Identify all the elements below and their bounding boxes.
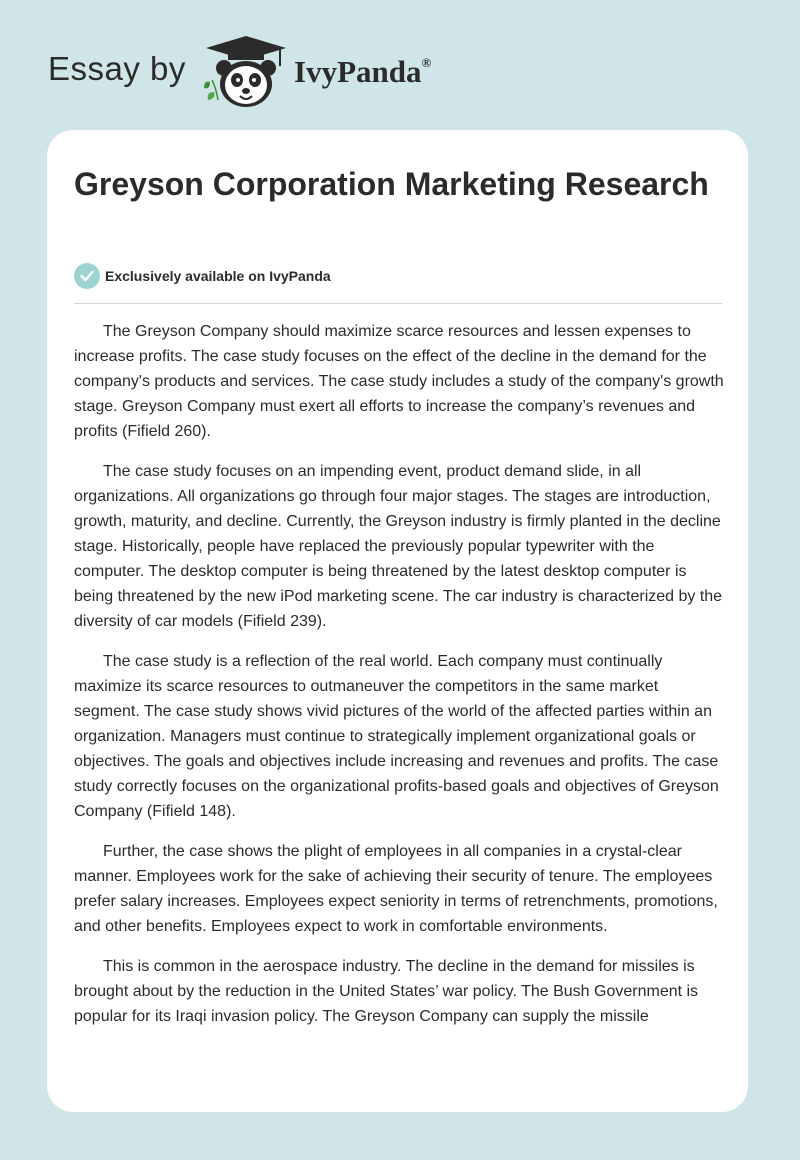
ivypanda-logo-icon[interactable] — [200, 34, 292, 110]
exclusive-badge-label: Exclusively available on IvyPanda — [105, 268, 331, 284]
page-title: Greyson Corporation Marketing Research — [74, 166, 709, 202]
brand-name[interactable]: IvyPanda® — [294, 54, 432, 89]
divider — [74, 303, 722, 304]
paragraph: The case study is a reflection of the real world. Each company must continually maximize its scarce resources to outmaneuver the competitors in the same market segment. The case study shows vivid pictures of the world of the affected parties within an organization. Managers must continue to strategically implement organizational goals or objectives. The goals and objectives include increasing and revenues and profits. The case study correctly focuses on the organizational profits-based goals and objectives of Greyson Company (Fifield 148). — [74, 653, 719, 820]
paragraph: The case study focuses on an impending event, product demand slide, in all organizations. All organizations go through four major stages. The stages are introduction, growth, maturity, and decline. Currently, the Greyson industry is firmly planted in the decline stage. Historically, people have replaced the previously popular typewriter with the computer. The desktop computer is being threatened by the latest desktop computer is being threatened by the new iPod marketing scene. The car industry is characterized by the diversity of car models (Fifield 239). — [74, 463, 723, 630]
paragraph: Further, the case shows the plight of employees in all companies in a crystal-clear manner. Employees work for the sake of achieving their security of tenure. The employees prefer salary increases. Employees expect seniority in terms of retrenchments, promotions, and other benefits. Employees expect to work in comfortable environments. — [74, 843, 718, 935]
registered-mark: ® — [421, 54, 432, 70]
essay-by-label: Essay by — [48, 50, 186, 87]
site-header — [0, 0, 800, 130]
check-icon — [74, 263, 100, 289]
paragraph: The Greyson Company should maximize scarce resources and lessen expenses to increase profits. The case study focuses on the effect of the decline in the demand for the company's products and services. The case study includes a study of the company's growth stage. Greyson Company must exert all efforts to increase the company’s revenues and profits (Fifield 260). — [74, 323, 724, 440]
essay-card — [47, 130, 748, 1112]
paragraph: This is common in the aerospace industry. The decline in the demand for missiles is brought about by the reduction in the United States’ war policy. The Bush Government is popular for its Iraqi invasion policy. The Greyson Company can supply the missile — [74, 958, 699, 1025]
essay-body — [74, 319, 724, 1044]
exclusive-badge — [74, 263, 331, 289]
